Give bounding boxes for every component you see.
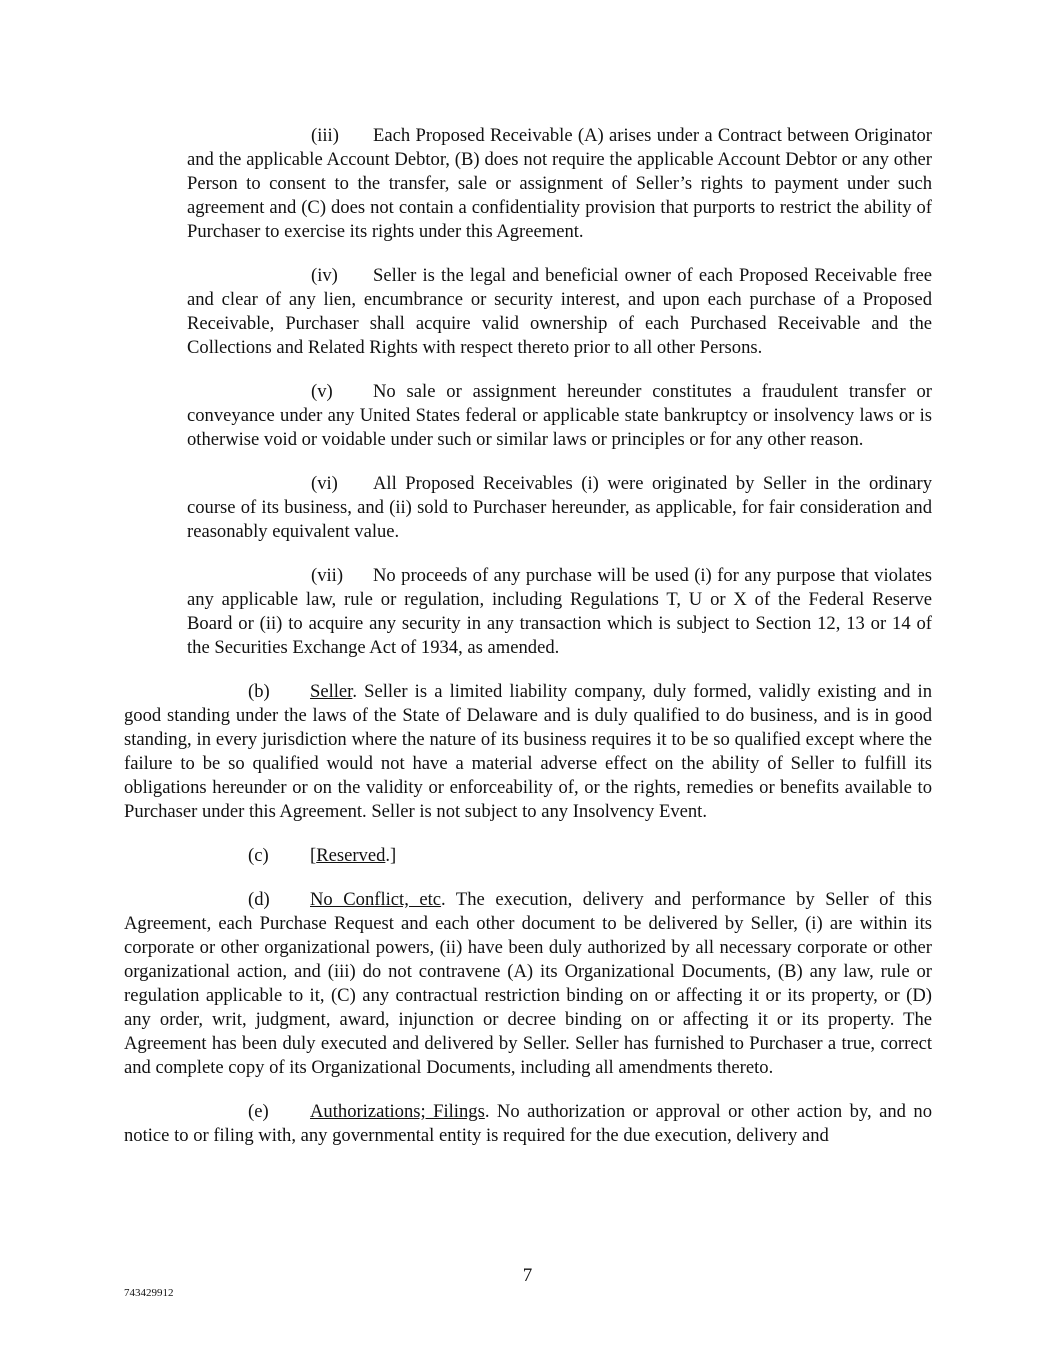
- clause-label: (v): [311, 381, 333, 402]
- section-heading-punct: .]: [385, 845, 397, 866]
- clause-text: No proceeds of any purchase will be used (i) for any purpose that violates any applicable law, rule or regulation, including Regulations T, U or X of the Federal Reserve Board or (ii) to acquire any security in any transaction which is subject to Section 12, 13 or 14 of the Securities Exchange Act of 1934, as amended.: [187, 565, 932, 658]
- section-label: (b): [248, 681, 270, 702]
- clause-label: (iv): [311, 265, 338, 286]
- clause-text: No sale or assignment hereunder constitutes a fraudulent transfer or conveyance under any United States federal or applicable state bankruptcy or insolvency laws or is otherwise void or voidable under such or similar laws or principles or for any other reason.: [187, 381, 932, 450]
- document-id: 743429912: [124, 1287, 174, 1299]
- section-text: No authorization or approval or other action by, and no notice to or filing with, any governmental entity is required for the due execution, delivery and: [124, 1101, 932, 1146]
- clause-vii: [187, 564, 932, 660]
- section-heading: No Conflict, etc: [310, 889, 442, 910]
- clause-text: Seller is the legal and beneficial owner of each Proposed Receivable free and clear of any lien, encumbrance or security interest, and upon each purchase of a Proposed Receivable, Purchaser shall acquire valid ownership of each Purchased Receivable and the Collections and Related Rights with respect thereto prior to all other Persons.: [187, 265, 932, 358]
- clause-label: (vi): [311, 473, 338, 494]
- clause-text: Each Proposed Receivable (A) arises under a Contract between Originator and the applicable Account Debtor, (B) does not require the applicable Account Debtor or any other Person to consent to the transfer, sale or assignment of Seller’s rights to payment under such agreement and (C) does not contain a confidentiality provision that purports to restrict the ability of Purchaser to exercise its rights under this Agreement.: [187, 125, 932, 242]
- section-label: (c): [248, 845, 269, 866]
- section-b: [124, 680, 932, 824]
- section-heading: Reserved: [316, 845, 386, 866]
- clause-label: (iii): [311, 125, 339, 146]
- section-heading-punct: .: [484, 1101, 490, 1122]
- section-heading: Authorizations; Filings: [310, 1101, 485, 1122]
- section-heading-punct: .: [441, 889, 446, 910]
- section-text: Seller is a limited liability company, duly formed, validly existing and in good standing under the laws of the State of Delaware and is duly qualified to do business, and is in good standing, in every jurisdiction where the nature of its business requires it to be so qualified except where the failure to be so qualified would not have a material adverse effect on the ability of Seller to fulfill its obligations hereunder or on the validity or enforceability of, or the rights, remedies or benefits available to Purchaser under this Agreement. Seller is not subject to any Insolvency Event.: [124, 681, 932, 822]
- section-d: [124, 888, 932, 1080]
- document-body: [124, 124, 932, 1168]
- section-heading-punct: .: [352, 681, 358, 702]
- clause-label: (vii): [311, 565, 344, 586]
- section-label: (d): [248, 889, 270, 910]
- clause-vi: [187, 472, 932, 544]
- section-heading-prefix: [: [310, 845, 317, 866]
- section-c: [124, 844, 932, 868]
- clause-iii: [187, 124, 932, 244]
- section-e: [124, 1100, 932, 1148]
- section-text: The execution, delivery and performance by Seller of this Agreement, each Purchase Request and each other document to be delivered by Seller, (i) are within its corporate or other organizational powers, (ii) have been duly authorized by all necessary corporate or other organizational action, and (iii) do not contravene (A) its Organizational Documents, (B) any law, rule or regulation applicable to it, (C) any contractual restriction binding on or affecting it or its property, or (D) any order, writ, judgment, award, injunction or decree binding on or affecting it or its property. The Agreement has been duly executed and delivered by Seller. Seller has furnished to Purchaser a true, correct and complete copy of its Organizational Documents, including all amendments thereto.: [124, 889, 932, 1078]
- clause-text: All Proposed Receivables (i) were originated by Seller in the ordinary course of its business, and (ii) sold to Purchaser hereunder, as applicable, for fair consideration and reasonably equivalent value.: [187, 473, 932, 542]
- section-label: (e): [248, 1101, 269, 1122]
- page-number: 7: [522, 1265, 533, 1286]
- section-heading: Seller: [310, 681, 353, 702]
- clause-v: [187, 380, 932, 452]
- clause-iv: [187, 264, 932, 360]
